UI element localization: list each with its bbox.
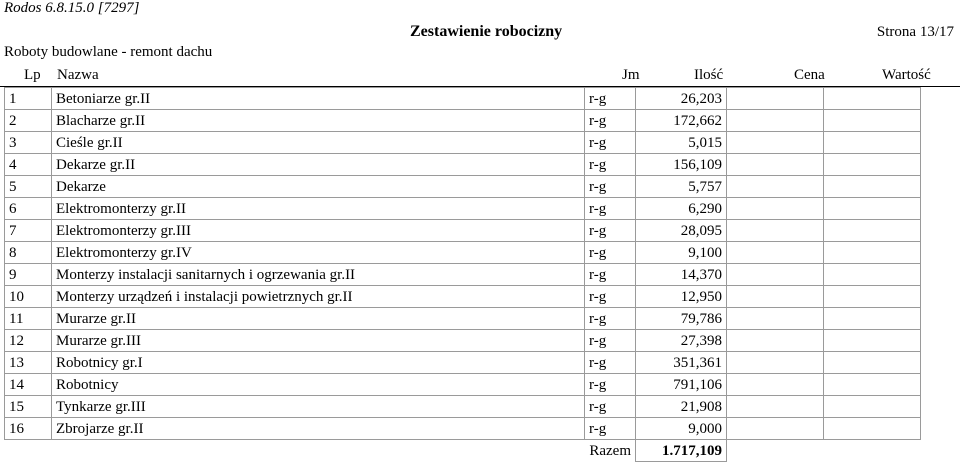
total-value: 1.717,109 <box>636 440 727 462</box>
cell-name: Zbrojarze gr.II <box>52 418 585 440</box>
column-header-ilosc: Ilość <box>694 67 724 83</box>
cell-wartosc <box>824 330 921 352</box>
cell-lp: 5 <box>5 176 52 198</box>
cell-ilosc: 156,109 <box>636 154 727 176</box>
cell-lp: 15 <box>5 396 52 418</box>
total-row <box>5 440 921 462</box>
cell-wartosc <box>824 374 921 396</box>
cell-ilosc: 5,015 <box>636 132 727 154</box>
table-row <box>5 88 921 110</box>
app-title: Rodos 6.8.15.0 [7297] <box>4 0 140 16</box>
table-header <box>0 64 960 87</box>
cell-cena <box>727 198 824 220</box>
cell-cena <box>727 242 824 264</box>
cell-ilosc: 12,950 <box>636 286 727 308</box>
cell-wartosc <box>824 110 921 132</box>
cell-name: Robotnicy gr.I <box>52 352 585 374</box>
cell-cena <box>727 132 824 154</box>
table-row <box>5 176 921 198</box>
cell-wartosc <box>824 418 921 440</box>
cell-name: Monterzy instalacji sanitarnych i ogrzewania gr.II <box>52 264 585 286</box>
cell-ilosc: 9,000 <box>636 418 727 440</box>
cell-name: Murarze gr.III <box>52 330 585 352</box>
cell-ilosc: 21,908 <box>636 396 727 418</box>
cell-lp: 7 <box>5 220 52 242</box>
cell-wartosc <box>824 264 921 286</box>
cell-ilosc: 26,203 <box>636 88 727 110</box>
table-row <box>5 198 921 220</box>
total-label: Razem <box>52 440 636 462</box>
cell-name: Betoniarze gr.II <box>52 88 585 110</box>
cell-lp: 13 <box>5 352 52 374</box>
cell-name: Elektromonterzy gr.II <box>52 198 585 220</box>
table-row <box>5 374 921 396</box>
cell-ilosc: 5,757 <box>636 176 727 198</box>
table-row <box>5 110 921 132</box>
cell-lp: 16 <box>5 418 52 440</box>
cell-name: Robotnicy <box>52 374 585 396</box>
cell-jm: r-g <box>585 396 636 418</box>
column-header-lp: Lp <box>24 67 41 83</box>
table-row <box>5 330 921 352</box>
cell-ilosc: 27,398 <box>636 330 727 352</box>
cell-wartosc <box>824 242 921 264</box>
cell-jm: r-g <box>585 198 636 220</box>
cell-lp: 2 <box>5 110 52 132</box>
cell-jm: r-g <box>585 242 636 264</box>
table-row <box>5 418 921 440</box>
cell-lp: 11 <box>5 308 52 330</box>
cell-name: Monterzy urządzeń i instalacji powietrznych gr.II <box>52 286 585 308</box>
cell-jm: r-g <box>585 176 636 198</box>
cell-ilosc: 79,786 <box>636 308 727 330</box>
column-header-name: Nazwa <box>57 67 99 83</box>
cell-wartosc <box>824 154 921 176</box>
cell-cena <box>727 110 824 132</box>
cell-jm: r-g <box>585 374 636 396</box>
column-header-jm: Jm <box>622 67 640 83</box>
cell-cena <box>727 286 824 308</box>
report-subtitle: Roboty budowlane - remont dachu <box>4 44 213 60</box>
cell-wartosc <box>824 396 921 418</box>
cell-jm: r-g <box>585 286 636 308</box>
cell-cena <box>727 418 824 440</box>
cell-lp: 1 <box>5 88 52 110</box>
table-row <box>5 286 921 308</box>
cell-jm: r-g <box>585 88 636 110</box>
cell-jm: r-g <box>585 352 636 374</box>
cell-ilosc: 28,095 <box>636 220 727 242</box>
cell-name: Blacharze gr.II <box>52 110 585 132</box>
cell-jm: r-g <box>585 264 636 286</box>
column-header-wartosc: Wartość <box>882 67 931 83</box>
cell-ilosc: 9,100 <box>636 242 727 264</box>
cell-wartosc <box>824 176 921 198</box>
cell-wartosc <box>824 220 921 242</box>
table-row <box>5 132 921 154</box>
column-header-cena: Cena <box>794 67 825 83</box>
cell-ilosc: 351,361 <box>636 352 727 374</box>
cell-cena <box>727 264 824 286</box>
cell-name: Dekarze gr.II <box>52 154 585 176</box>
labor-table <box>4 87 921 462</box>
cell-name: Tynkarze gr.III <box>52 396 585 418</box>
table-row <box>5 264 921 286</box>
cell-lp: 10 <box>5 286 52 308</box>
cell-lp: 9 <box>5 264 52 286</box>
cell-lp: 12 <box>5 330 52 352</box>
cell-lp: 6 <box>5 198 52 220</box>
cell-jm: r-g <box>585 308 636 330</box>
cell-jm: r-g <box>585 330 636 352</box>
table-row <box>5 396 921 418</box>
cell-cena <box>727 154 824 176</box>
cell-ilosc: 791,106 <box>636 374 727 396</box>
cell-jm: r-g <box>585 418 636 440</box>
table-body <box>5 88 921 440</box>
cell-jm: r-g <box>585 110 636 132</box>
cell-jm: r-g <box>585 154 636 176</box>
cell-lp: 14 <box>5 374 52 396</box>
cell-name: Cieśle gr.II <box>52 132 585 154</box>
page-number: Strona 13/17 <box>876 24 954 40</box>
table-row <box>5 220 921 242</box>
cell-lp: 3 <box>5 132 52 154</box>
cell-name: Elektromonterzy gr.IV <box>52 242 585 264</box>
table-row <box>5 242 921 264</box>
report-title: Zestawienie robocizny <box>410 23 563 40</box>
cell-cena <box>727 352 824 374</box>
cell-wartosc <box>824 352 921 374</box>
cell-cena <box>727 88 824 110</box>
cell-ilosc: 14,370 <box>636 264 727 286</box>
cell-cena <box>727 176 824 198</box>
cell-wartosc <box>824 88 921 110</box>
cell-wartosc <box>824 132 921 154</box>
cell-wartosc <box>824 286 921 308</box>
cell-cena <box>727 308 824 330</box>
cell-lp: 4 <box>5 154 52 176</box>
cell-ilosc: 172,662 <box>636 110 727 132</box>
table-row <box>5 308 921 330</box>
cell-cena <box>727 396 824 418</box>
cell-lp: 8 <box>5 242 52 264</box>
cell-jm: r-g <box>585 220 636 242</box>
cell-wartosc <box>824 308 921 330</box>
cell-wartosc <box>824 198 921 220</box>
table-row <box>5 352 921 374</box>
cell-name: Elektromonterzy gr.III <box>52 220 585 242</box>
cell-name: Murarze gr.II <box>52 308 585 330</box>
cell-jm: r-g <box>585 132 636 154</box>
cell-ilosc: 6,290 <box>636 198 727 220</box>
cell-cena <box>727 220 824 242</box>
cell-cena <box>727 374 824 396</box>
cell-cena <box>727 330 824 352</box>
cell-name: Dekarze <box>52 176 585 198</box>
table-row <box>5 154 921 176</box>
